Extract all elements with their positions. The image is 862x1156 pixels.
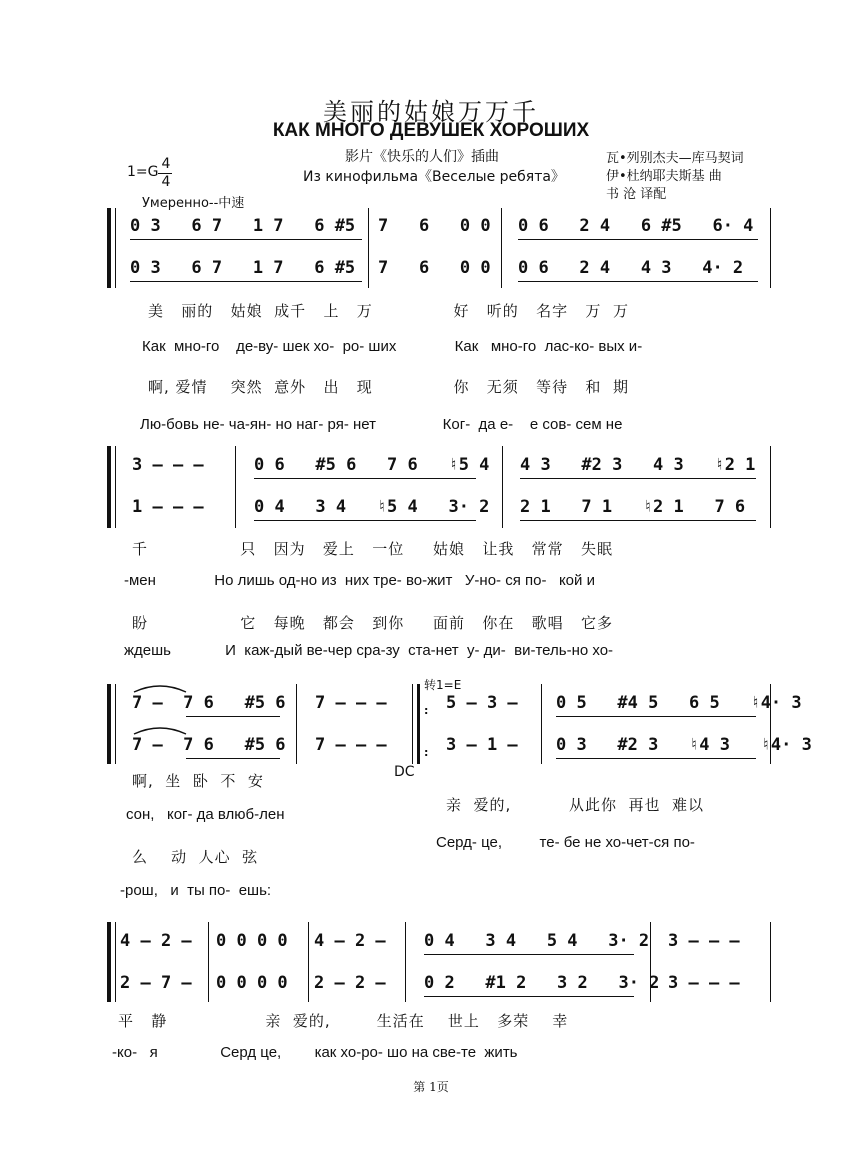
lyricist-credit: 瓦•列别杰夫—库马契词 [606,151,744,166]
eighth-beam [424,954,634,955]
da-capo-marking: DC [394,764,415,780]
voice2-measure: 2 1 7 1 ♮2 1 7 6 [520,497,746,517]
voice1-measure: 4 – 2 – [314,931,386,951]
lyrics-line: Лю-бовь не- ча-ян- но наг- ря- нет Ког- да е- е сов- сем не [140,416,623,433]
lyrics-line: -ко- я Серд це, как хо-ро- шо на све-те жить [112,1044,518,1061]
barline [208,922,209,1002]
lyrics-line: 盼 它 每晚 都会 到你 面前 你在 歌唱 它多 [132,614,613,632]
voice2-measure: 7 – – – [315,735,387,755]
barline [770,446,771,528]
lyrics-line: 千 只 因为 爱上 一位 姑娘 让我 常常 失眠 [132,540,613,558]
barline [308,922,309,1002]
lyrics-line: -мен Но лишь од-но из них тре- во-жит У-но- ся по- кой и [124,572,595,589]
lyrics-line: Как мно-го де-ву- шек хо- ро- ших Как мно-го лас-ко- вых и- [142,338,643,355]
voice2-measure: 0 0 0 0 [216,973,288,993]
composer-credit: 伊•杜纳耶夫斯基 曲 [606,169,722,184]
barline [235,446,236,528]
eighth-beam [254,520,476,521]
eighth-beam [556,758,756,759]
voice1-measure: 0 6 2 4 6 #5 6· 4 [518,216,754,236]
voice2-measure: 0 4 3 4 ♮5 4 3· 2 [254,497,490,517]
tempo-marking: Умеренно--中速 [142,196,245,211]
system-start-line [115,922,116,1002]
voice1-measure: 3 – – – [668,931,740,951]
time-signature-denominator: 4 [161,174,171,190]
title-chinese: 美丽的姑娘万万千 [323,98,539,126]
voice2-measure: 7 – 7 6 #5 6 [132,735,286,755]
barline [405,922,406,1002]
eighth-beam [424,996,634,997]
eighth-beam [130,281,362,282]
title-russian: КАК МНОГО ДЕВУШЕК ХОРОШИХ [272,120,590,141]
system-start-line [115,208,116,288]
lyrics-line: -рош, и ты по- ешь: [120,882,272,899]
voice1-measure: 5 – 3 – [446,693,518,713]
lyrics-line: 美 丽的 姑娘 成千 上 万 好 听的 名字 万 万 [148,302,629,320]
system-bracket [107,684,111,764]
repeat-barline [417,684,420,764]
barline [296,684,297,764]
eighth-beam [186,716,280,717]
barline [501,208,502,288]
voice2-measure: 1 – – – [132,497,204,517]
eighth-beam [130,239,362,240]
system-start-line [115,446,116,528]
lyrics-line: 平 静 亲 爱的, 生活在 世上 多荣 幸 [118,1012,569,1030]
eighth-beam [520,478,756,479]
voice1-measure: 4 3 #2 3 4 3 ♮2 1 [520,455,756,475]
voice1-measure: 4 – 2 – [120,931,192,951]
lyrics-line: сон, ког- да влюб-лен [126,806,285,823]
voice2-measure: 3 – – – [668,973,740,993]
system-bracket [107,446,111,528]
lyrics-line: 么 动 人心 弦 [132,848,259,866]
time-signature-numerator: 4 [161,156,171,172]
voice1-measure: 0 3 6 7 1 7 6 #5 [130,216,356,236]
voice2-measure: 2 – 7 – [120,973,192,993]
barline [412,684,413,764]
barline [770,922,771,1002]
subtitle-chinese: 影片《快乐的人们》插曲 [345,149,499,165]
eighth-beam [520,520,756,521]
voice1-measure: 7 6 0 0 [378,216,491,236]
system-bracket [107,922,111,1002]
voice1-measure: 0 0 0 0 [216,931,288,951]
eighth-beam [186,758,280,759]
voice2-measure: 0 3 6 7 1 7 6 #5 [130,258,356,278]
lyrics-line: 亲 爱的, 从此你 再也 难以 [446,796,705,814]
voice1-measure: 0 4 3 4 5 4 3· 2 [424,931,650,951]
lyrics-line: 啊, 坐 卧 不 安 [132,772,264,790]
voice1-measure: 3 – – – [132,455,204,475]
barline [770,208,771,288]
system-bracket [107,208,111,288]
eighth-beam [518,281,758,282]
voice1-measure: 0 6 #5 6 7 6 ♮5 4 [254,455,490,475]
key-signature: 1=G [127,164,159,180]
voice2-measure: 3 – 1 – [446,735,518,755]
barline [541,684,542,764]
barline [502,446,503,528]
voice2-measure: 2 – 2 – [314,973,386,993]
tie-slur [130,680,190,694]
eighth-beam [254,478,476,479]
repeat-dots: : [424,704,429,717]
modulation-marking: 转1=E [424,678,462,692]
tie-slur [130,722,190,736]
system-start-line [115,684,116,764]
page-number: 第 1页 [413,1080,449,1094]
voice2-measure: 0 3 #2 3 ♮4 3 ♮4· 3 [556,735,812,755]
lyrics-line: ждешь И каж-дый ве-чер сра-зу ста-нет у- ди- ви-тель-но хо- [124,642,614,659]
voice2-measure: 0 6 2 4 4 3 4· 2 [518,258,744,278]
voice1-measure: 7 – – – [315,693,387,713]
voice2-measure: 0 2 #1 2 3 2 3· 2 [424,973,660,993]
lyrics-line: Серд- це, те- бе не хо-чет-ся по- [436,834,695,851]
lyrics-line: 啊, 爱情 突然 意外 出 现 你 无须 等待 和 期 [148,378,629,396]
voice2-measure: 7 6 0 0 [378,258,491,278]
subtitle-russian: Из кинофильма《Веселые ребята》 [303,169,565,185]
barline [368,208,369,288]
arranger-credit: 书 沧 译配 [606,187,667,202]
eighth-beam [556,716,756,717]
voice1-measure: 7 – 7 6 #5 6 [132,693,286,713]
repeat-dots: : [424,746,429,759]
eighth-beam [518,239,758,240]
voice1-measure: 0 5 #4 5 6 5 ♮4· 3 [556,693,802,713]
